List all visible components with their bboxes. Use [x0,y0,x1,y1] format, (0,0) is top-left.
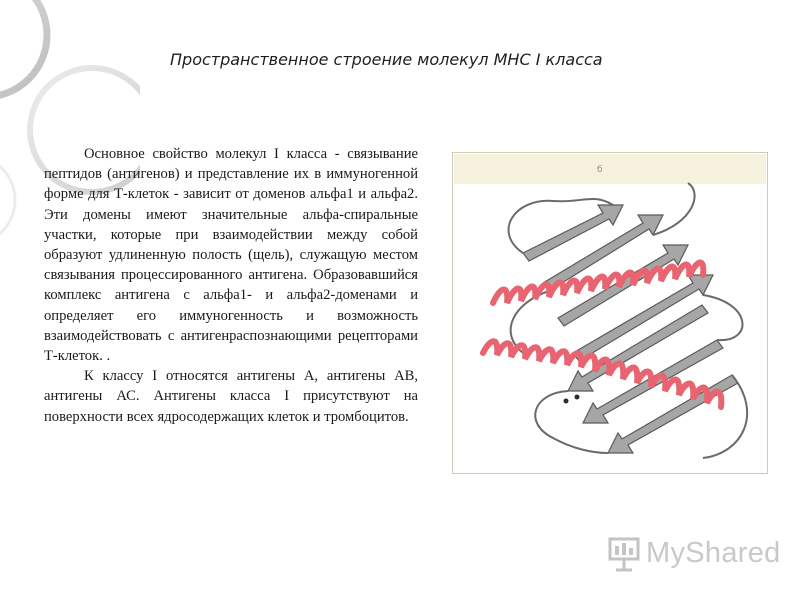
body-text [44,144,418,427]
paragraph-classes: К классу I относятся антигены А, антигены АВ, антигены АС. Антигены класса I присутствуют на поверхности всех ядросодержащих клеток и тромбоцитов. [44,368,418,425]
watermark-text: MyShared [646,537,781,569]
bond-dot [575,395,580,400]
beta-strand [608,375,738,453]
figure-label: б [597,165,603,175]
loop [703,295,742,340]
watermark [606,534,781,574]
presentation-board-icon [606,534,644,574]
page-title: Пространственное строение молекул МНС I класса [170,50,603,69]
figure-header-panel [454,154,766,184]
mhc-structure-figure [452,152,768,474]
loop [511,291,549,353]
bond-dot [564,399,569,404]
paragraph-main: Основное свойство молекул I класса - связывание пептидов (антигенов) и представление их в иммуногенной форме для Т-клеток - зависит от доменов альфа1 и альфа2. Эти домены имеют значительные альфа-спиральные участки, которые при взаимодействии между собой образуют удлиненную полость (щель), служащую местом связывания процессированного антигена. Образовавшийся комплекс антигена с альфа1- и альфа2-доменами и определяет его иммуногенность и возможность взаимодействовать с антигенраспознающими рецепторами Т-клеток. . [44,146,418,365]
mhc-diagram [453,153,769,475]
loop [653,183,695,235]
